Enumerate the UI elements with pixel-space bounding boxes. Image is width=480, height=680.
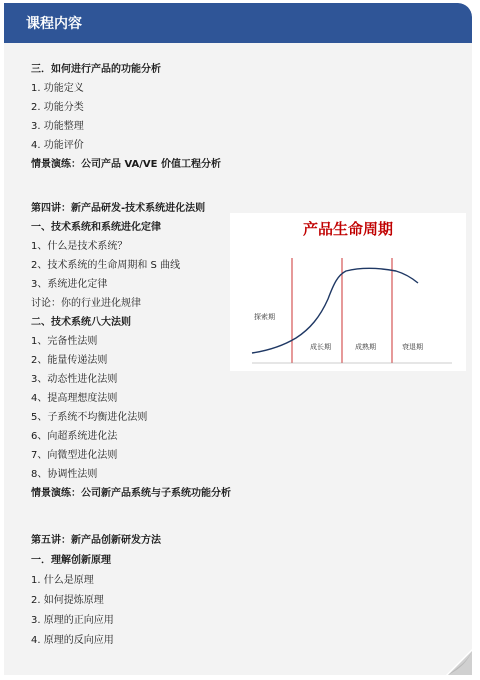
chart-title: 产品生命周期 <box>302 220 394 238</box>
list-item: 2、能量传递法则 <box>31 355 108 366</box>
phase-label: 衰退期 <box>402 343 423 351</box>
list-item: 6、向超系统进化法 <box>31 431 118 442</box>
list-item: 7、向微型进化法则 <box>31 450 118 461</box>
life-cycle-curve <box>252 268 418 353</box>
list-item: 3、系统进化定律 <box>31 279 108 290</box>
page-curl-icon <box>446 649 472 675</box>
list-item: 4、提高理想度法则 <box>31 393 118 404</box>
list-item: 3. 功能整理 <box>31 121 84 132</box>
section-heading: 二、技术系统八大法则 <box>31 317 131 328</box>
section-heading: 三．如何进行产品的功能分析 <box>31 64 161 75</box>
life-cycle-chart <box>230 213 466 371</box>
section-heading: 一、技术系统和系统进化定律 <box>31 222 161 233</box>
life-cycle-svg <box>230 213 466 371</box>
discussion-text: 讨论：你的行业进化规律 <box>31 298 141 309</box>
list-item: 8、协调性法则 <box>31 469 98 480</box>
list-item: 5、子系统不均衡进化法则 <box>31 412 148 423</box>
list-item: 1. 什么是原理 <box>31 575 94 586</box>
header-bar <box>4 3 472 43</box>
list-item: 2. 功能分类 <box>31 102 84 113</box>
section-heading: 一．理解创新原理 <box>31 555 111 566</box>
phase-label: 探索期 <box>254 313 275 321</box>
phase-label: 成长期 <box>310 343 331 351</box>
list-item: 3、动态性进化法则 <box>31 374 118 385</box>
phase-label: 成熟期 <box>355 343 376 351</box>
lecture-title: 第四讲：新产品研发-技术系统进化法则 <box>31 203 206 214</box>
list-item: 1、什么是技术系统？ <box>31 241 128 252</box>
header-title: 课程内容 <box>26 16 82 32</box>
list-item: 3. 原理的正向应用 <box>31 615 114 626</box>
drill-text: 情景演练：公司新产品系统与子系统功能分析 <box>31 488 231 499</box>
list-item: 4. 原理的反向应用 <box>31 635 114 646</box>
list-item: 2. 如何提炼原理 <box>31 595 104 606</box>
lecture-title: 第五讲：新产品创新研发方法 <box>31 535 161 546</box>
list-item: 1. 功能定义 <box>31 83 84 94</box>
list-item: 2、技术系统的生命周期和 S 曲线 <box>31 260 181 271</box>
list-item: 4. 功能评价 <box>31 140 84 151</box>
drill-text: 情景演练：公司产品 VA/VE 价值工程分析 <box>31 159 221 170</box>
list-item: 1、完备性法则 <box>31 336 98 347</box>
